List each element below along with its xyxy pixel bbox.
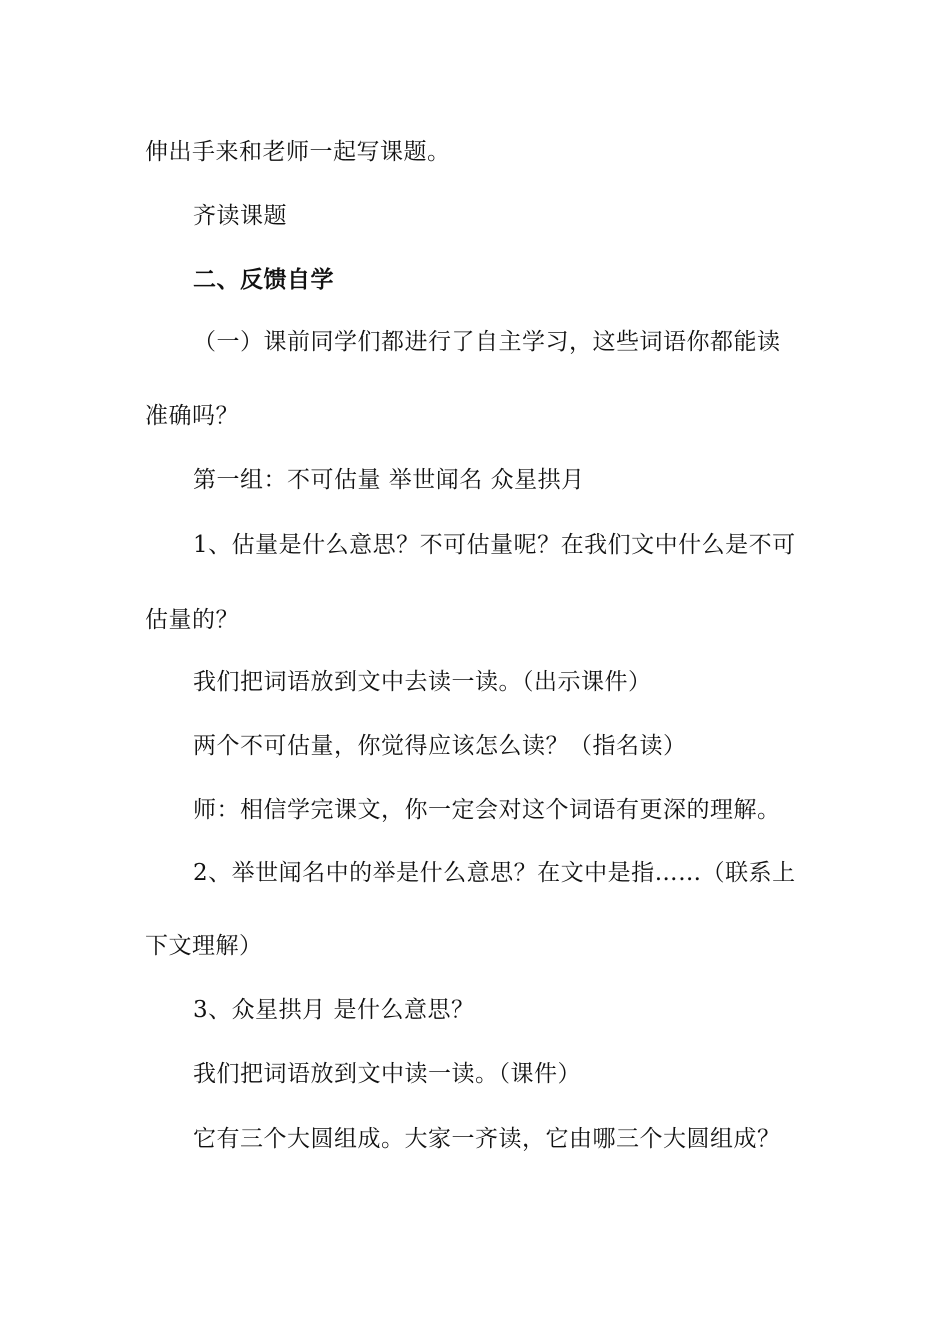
paragraph-text: 它有三个大圆组成。大家一齐读，它由哪三个大圆组成？	[193, 1126, 781, 1152]
paragraph-text: 伸出手来和老师一起写课题。	[145, 139, 451, 165]
word-group: 第一组：不可估量 举世闻名 众星拱月	[193, 467, 585, 493]
paragraph-text: 齐读课题	[193, 203, 287, 229]
paragraph-text: 准确吗？	[145, 403, 239, 429]
paragraph-text: （一）课前同学们都进行了自主学习，这些词语你都能读	[193, 329, 781, 355]
paragraph-text: 下文理解）	[145, 933, 263, 959]
paragraph-text: 我们把词语放到文中去读一读。（出示课件）	[193, 669, 652, 695]
question-item: 3、众星拱月 是什么意思？	[193, 997, 475, 1023]
paragraph-text: 师：相信学完课文，你一定会对这个词语有更深的理解。	[193, 797, 781, 823]
question-item: 1、估量是什么意思？不可估量呢？在我们文中什么是不可	[193, 532, 796, 558]
paragraph-text: 两个不可估量，你觉得应该怎么读？（指名读）	[193, 733, 687, 759]
paragraph-text: 我们把词语放到文中读一读。（课件）	[193, 1061, 581, 1087]
paragraph-text: 估量的？	[145, 607, 239, 633]
section-heading: 二、反馈自学	[193, 267, 334, 293]
question-item: 2、举世闻名中的举是什么意思？在文中是指……（联系上	[193, 860, 796, 886]
